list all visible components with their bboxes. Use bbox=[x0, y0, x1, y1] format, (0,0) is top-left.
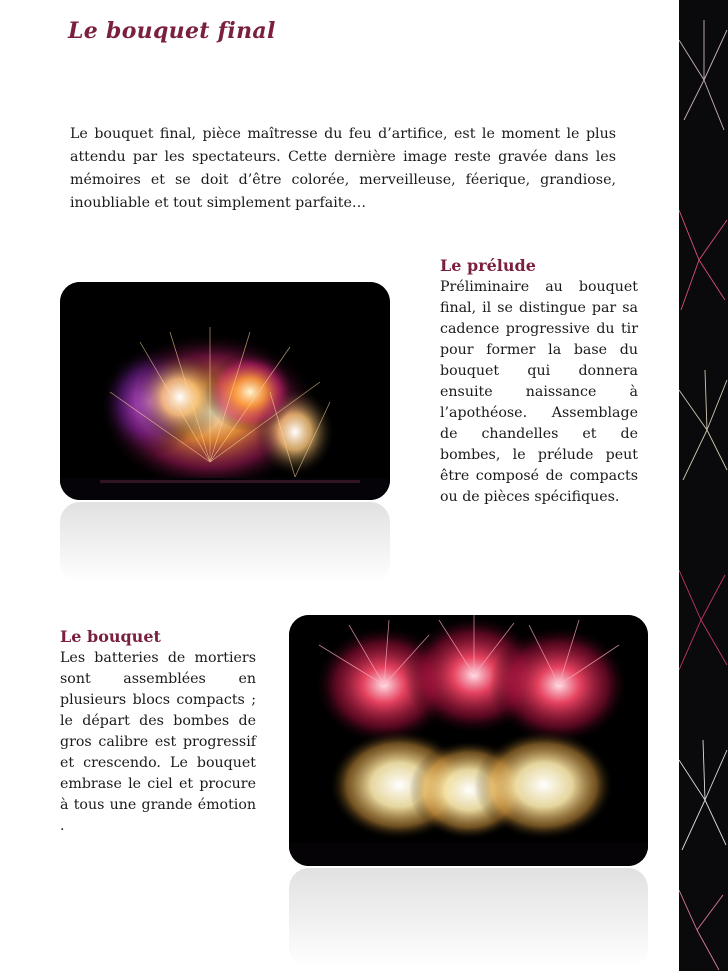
prelude-section bbox=[440, 255, 638, 508]
prelude-heading: Le prélude bbox=[440, 256, 536, 275]
prelude-text: Préliminaire au bouquet final, il se distingue par sa cadence progressive du tir pour former la base du bouquet qui donnera ensuite naissance à l’apothéose. Assemblage de chandelles et de bombes, le prélude peut être composé de compacts ou de pièces spécifiques. bbox=[440, 279, 638, 505]
bouquet-section bbox=[60, 626, 256, 837]
prelude-photo-reflection bbox=[60, 502, 390, 582]
page-title: Le bouquet final bbox=[68, 18, 276, 44]
bouquet-fireworks-photo bbox=[289, 615, 648, 866]
prelude-fireworks-photo bbox=[60, 282, 390, 500]
intro-paragraph: Le bouquet final, pièce maîtresse du feu d’artifice, est le moment le plus attendu par les spectateurs. Cette dernière image reste gravée dans les mémoires et se doit d’être colorée, merveilleuse, féerique, grandiose, inoubliable et tout simplement parfaite… bbox=[70, 126, 616, 211]
side-fireworks-decoration bbox=[679, 0, 728, 971]
bouquet-heading: Le bouquet bbox=[60, 627, 161, 646]
bouquet-photo-reflection bbox=[289, 868, 648, 968]
bouquet-text: Les batteries de mortiers sont assemblées en plusieurs blocs compacts ; le départ des bombes de gros calibre est progressif et crescendo. Le bouquet embrase le ciel et procure à tous une grande émotion . bbox=[60, 650, 256, 834]
